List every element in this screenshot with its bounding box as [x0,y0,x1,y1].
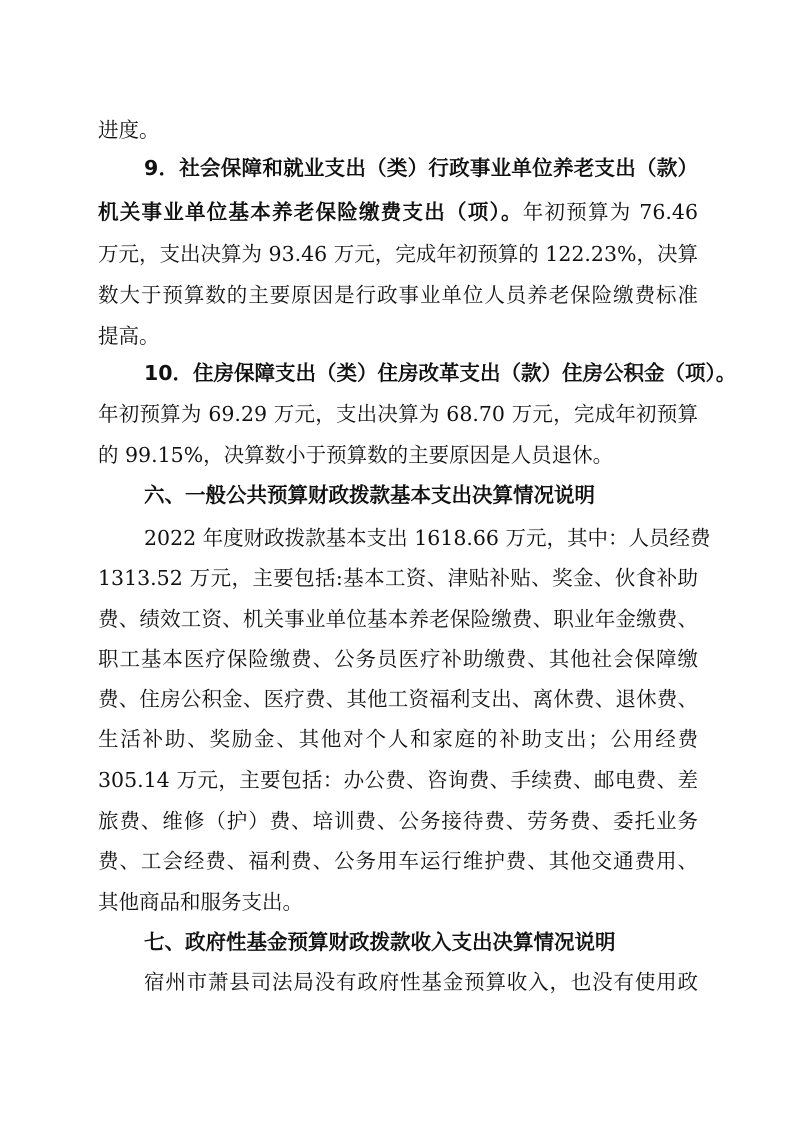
text-line: 提高。 [98,324,160,348]
text-line: 1313.52 万元，主要包括:基本工资、津贴补贴、奖金、伙食补助 [98,566,698,590]
section-heading-6: 六、一般公共预算财政拨款基本支出决算情况说明 [144,483,595,507]
text-line: 年初预算为 69.29 万元，支出决算为 68.70 万元，完成年初预算 [98,402,698,426]
text-line: 的 99.15%，决算数小于预算数的主要原因是人员退休。 [98,443,614,467]
text-line: 职工基本医疗保险缴费、公务员医疗补助缴费、其他社会保障缴 [98,647,698,671]
text-line: 数大于预算数的主要原因是行政事业单位人员养老保险缴费标准 [98,283,698,307]
item-9-text: 年初预算为 76.46 [522,200,698,224]
text-line: 费、住房公积金、医疗费、其他工资福利支出、离休费、退休费、 [98,687,698,711]
text-line: 其他商品和服务支出。 [98,890,303,914]
text-line: 宿州市萧县司法局没有政府性基金预算收入，也没有使用政 [144,970,698,994]
text-line: 旅费、维修（护）费、培训费、公务接待费、劳务费、委托业务 [98,809,698,833]
item-10-heading: 10．住房保障支出（类）住房改革支出（款）住房公积金（项）。 [144,361,737,385]
text-line [98,197,698,227]
item-9-heading-cont: 机关事业单位基本养老保险缴费支出（项）。 [98,200,523,224]
text-line: 费、工会经费、福利费、公务用车运行维护费、其他交通费用、 [98,849,698,873]
section-heading-7: 七、政府性基金预算财政拨款收入支出决算情况说明 [144,930,616,954]
text-line: 305.14 万元，主要包括：办公费、咨询费、手续费、邮电费、差 [98,768,698,792]
item-9-heading: 9．社会保障和就业支出（类）行政事业单位养老支出（款） [144,156,698,180]
text-line: 万元，支出决算为 93.46 万元，完成年初预算的 122.23%，决算 [98,242,698,266]
text-line: 2022 年度财政拨款基本支出 1618.66 万元，其中：人员经费 [144,526,711,550]
text-line: 生活补助、奖励金、其他对个人和家庭的补助支出；公用经费 [98,727,698,751]
text-line: 费、绩效工资、机关事业单位基本养老保险缴费、职业年金缴费、 [98,607,698,631]
text-line: 进度。 [98,118,160,142]
